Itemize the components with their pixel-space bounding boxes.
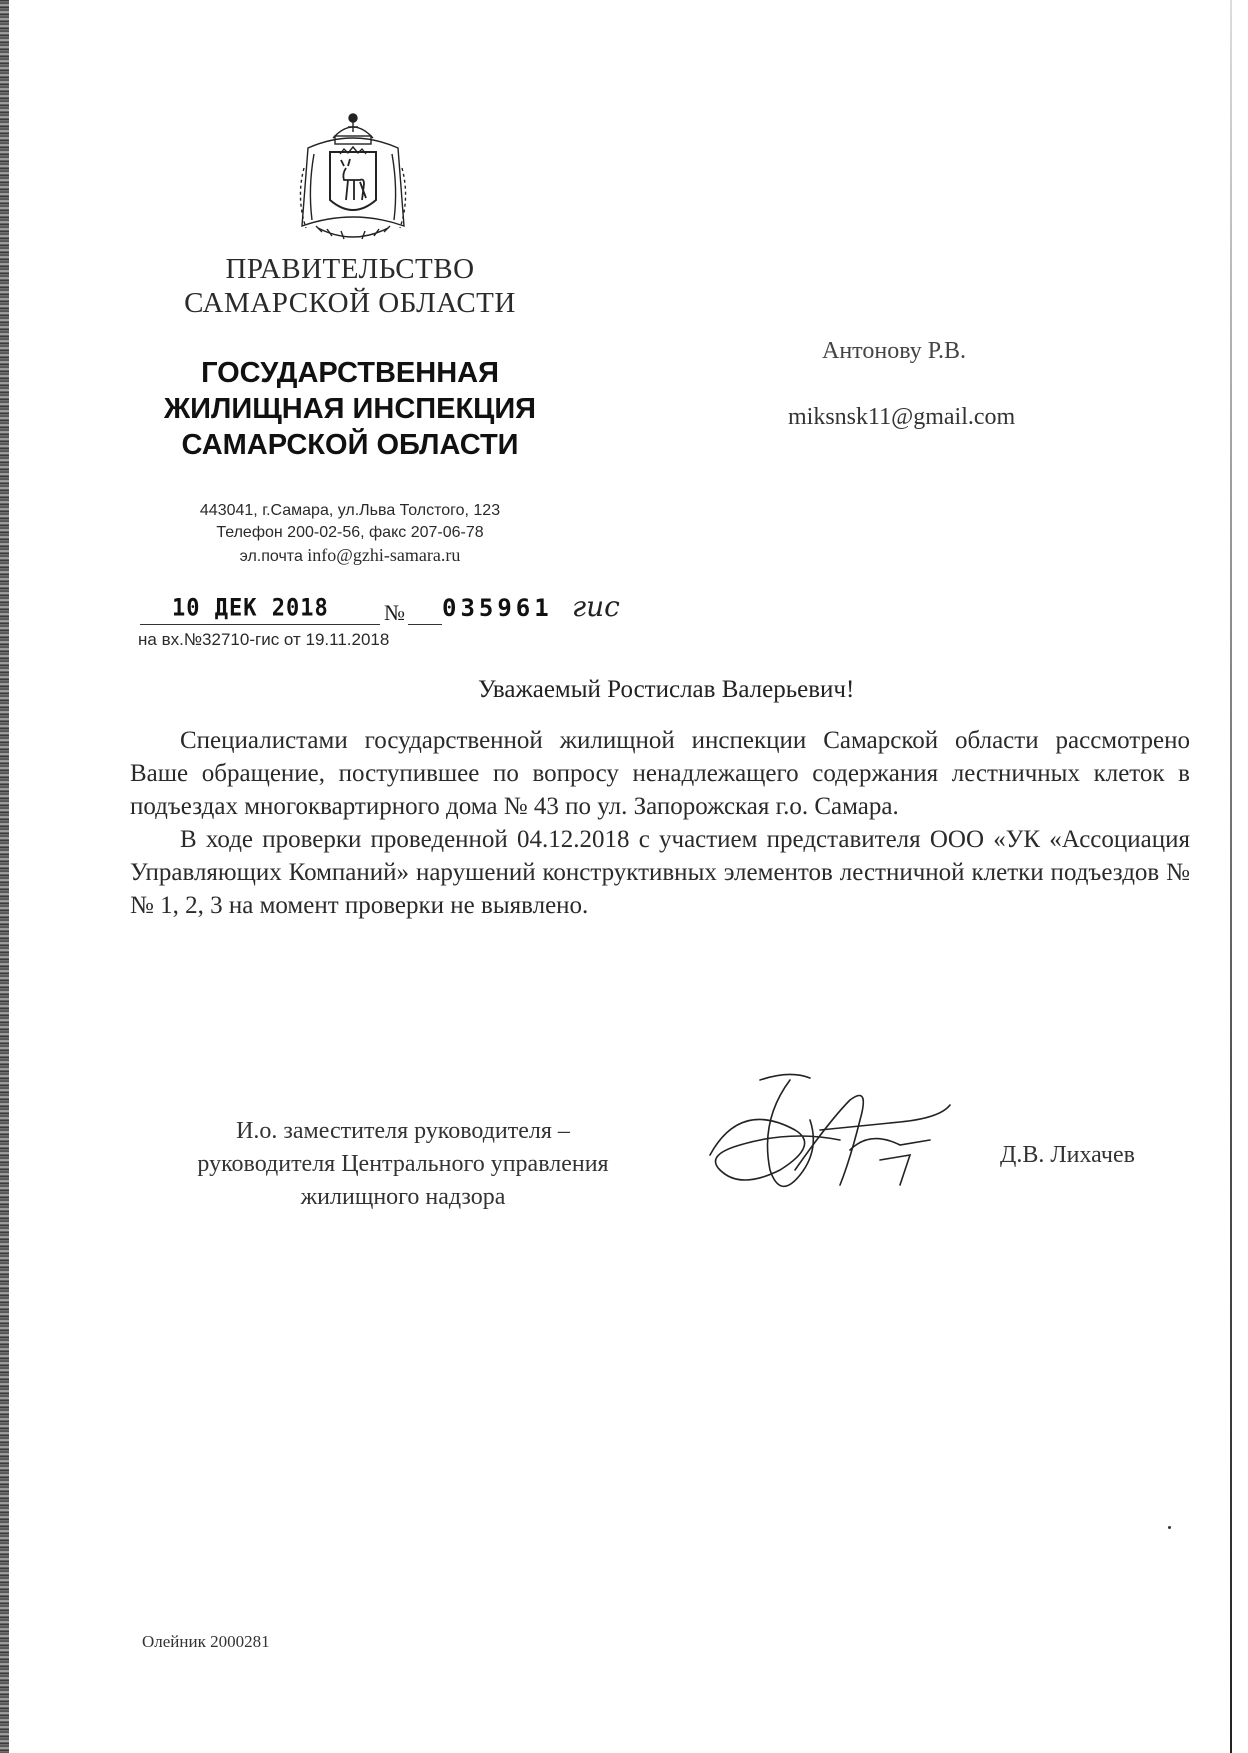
email-label: эл.почта <box>239 548 308 565</box>
organization-address: 443041, г.Самара, ул.Льва Толстого, 123 <box>199 502 501 519</box>
organization-email-row <box>150 544 550 568</box>
recipient-name: Антонову Р.В. <box>822 338 967 364</box>
registration-number-stamp: 035961 <box>442 594 553 622</box>
government-line-2: САМАРСКОЙ ОБЛАСТИ <box>184 287 516 319</box>
salutation: Уважаемый Ростислав Валерьевич! <box>478 676 855 703</box>
government-name <box>150 252 550 320</box>
scan-edge-right <box>1230 0 1232 1753</box>
scan-speck <box>1168 1526 1171 1529</box>
scan-edge-left <box>0 0 9 1753</box>
organization-phone: Телефон 200-02-56, факс 207-06-78 <box>216 524 484 541</box>
recipient-email: miksnsk11@gmail.com <box>788 404 1016 430</box>
number-underline <box>408 624 442 625</box>
body-paragraph-1: Специалистами государственной жилищной инспекции Самарской области рассмотрено Ваше обращение, поступившее по вопросу ненадлежащего содержания лестничных клеток в подъездах многоквартирного дома № 43 по ул. Запорожская г.о. Самара. <box>130 727 1190 820</box>
organization-line-1: ГОСУДАРСТВЕННАЯ <box>201 357 499 389</box>
letter-body <box>130 724 1190 922</box>
signer-position-line-3: жилищного надзора <box>300 1184 506 1210</box>
signer-position-line-1: И.о. заместителя руководителя – <box>236 1118 570 1144</box>
registration-line <box>140 590 650 630</box>
signer-position <box>148 1115 658 1214</box>
organization-contacts <box>150 500 550 568</box>
organization-line-2: ЖИЛИЩНАЯ ИНСПЕКЦИЯ <box>163 393 537 425</box>
registration-number-label: № <box>384 600 405 625</box>
body-paragraph-2: В ходе проверки проведенной 04.12.2018 с участием представителя ООО «УК «Ассоциация Управляющих Компаний» нарушений конструктивных элементов лестничной клетки подъездов №№ 1, 2, 3 на момент проверки не выявлено. <box>130 826 1190 919</box>
signer-name: Д.В. Лихачев <box>1000 1142 1135 1168</box>
government-line-1: ПРАВИТЕЛЬСТВО <box>225 253 475 285</box>
registration-date-stamp: 10 ДЕК 2018 <box>172 594 329 623</box>
organization-email: info@gzhi-samara.ru <box>307 545 461 565</box>
coat-of-arms-icon <box>288 108 418 248</box>
registration-number-suffix: гис <box>572 590 620 623</box>
date-underline <box>140 624 380 625</box>
executor-note: Олейник 2000281 <box>142 1632 270 1651</box>
handwritten-signature-icon <box>700 1060 970 1220</box>
organization-line-3: САМАРСКОЙ ОБЛАСТИ <box>181 429 519 461</box>
organization-name <box>130 355 570 463</box>
incoming-reference: на вх.№32710-гис от 19.11.2018 <box>138 630 390 649</box>
signer-position-line-2: руководителя Центрального управления <box>197 1151 609 1177</box>
